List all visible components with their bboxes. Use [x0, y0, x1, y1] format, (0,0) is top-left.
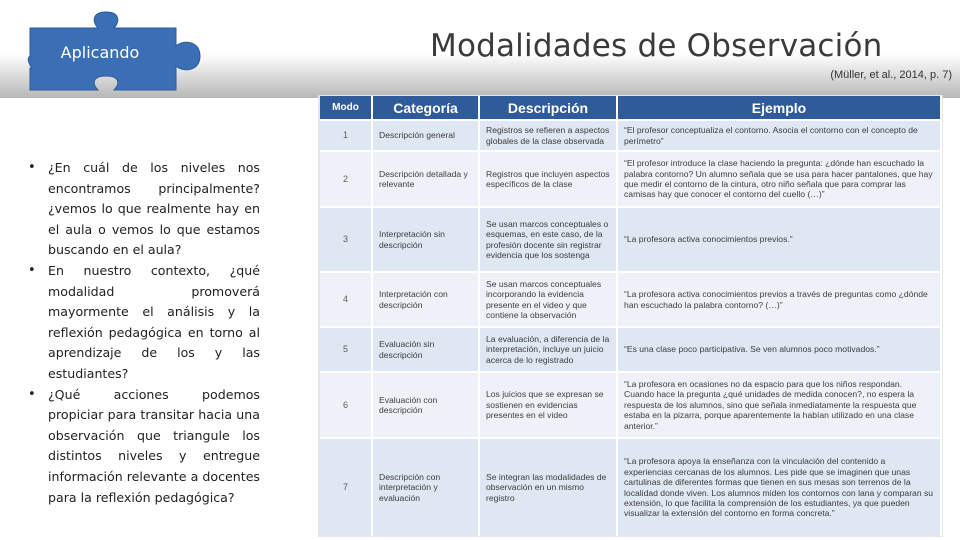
cell-category: Interpretación con descripción — [372, 272, 479, 327]
cell-example: “La profesora en ocasiones no da espacio para que los niños respondan. Cuando hace la pregunta ¿qué unidades de medida conocen?, no espera la respuesta de los alumnos, sino que señala inmediatamente la respuesta que estaba en la pizarra, porque aparentemente la habían utilizado en una clase anterior.” — [617, 372, 941, 438]
table-header-row — [320, 96, 941, 120]
cell-example: “La profesora activa conocimientos previos a través de preguntas como ¿dónde han escuchado la palabra contorno? (…)” — [617, 272, 941, 327]
table-row — [320, 207, 941, 272]
question-list — [28, 158, 260, 508]
table-row — [320, 372, 941, 438]
cell-description: Se usan marcos conceptuales incorporando la evidencia presente en el video y que contiene la observación — [479, 272, 617, 327]
page-title: Modalidades de Observación — [430, 28, 883, 64]
cell-example: “El profesor conceptualiza el contorno. Asocia el contorno con el concepto de perímetro” — [617, 120, 941, 151]
cell-category: Evaluación con descripción — [372, 372, 479, 438]
cell-mode: 7 — [320, 438, 372, 536]
cell-category: Descripción general — [372, 120, 479, 151]
cell-mode: 3 — [320, 207, 372, 272]
list-item: • En nuestro contexto, ¿qué modalidad promoverá mayormente el análisis y la reflexión pedagógica en torno al aprendizaje de los y las estudiantes? — [28, 261, 260, 385]
cell-example: “La profesora apoya la enseñanza con la vinculación del contenido a experiencias cercanas de los alumnos. Les pide que se imaginen que unas cartulinas de diferentes formas que tienen en sus mesas son terrenos de la localidad donde viven. Los alumnos miden los contornos con lana y comparan su extensión, lo que facilita la comprensión de los estudiantes, ya que pueden visualizar la extensión del contorno en forma concreta.” — [617, 438, 941, 536]
cell-mode: 6 — [320, 372, 372, 438]
table-row — [320, 120, 941, 151]
list-item: • ¿Qué acciones podemos propiciar para transitar hacia una observación que triangule los distintos niveles y entregue información relevante a docentes para la reflexión pedagógica? — [28, 385, 260, 509]
list-item: • ¿En cuál de los niveles nos encontramos principalmente? ¿vemos lo que realmente hay en el aula o vemos lo que estamos buscando en el aula? — [28, 158, 260, 261]
table-row — [320, 151, 941, 207]
cell-description: Registros se refieren a aspectos globales de la clase observada — [479, 120, 617, 151]
cell-description: Se usan marcos conceptuales o esquemas, en este caso, de la profesión docente sin registrar evidencia que los sostenga — [479, 207, 617, 272]
cell-description: Se integran las modalidades de observación en un mismo registro — [479, 438, 617, 536]
cell-example: “El profesor introduce la clase haciendo la pregunta: ¿dónde han escuchado la palabra contorno? Un alumno señala que se usa para hacer pantalones, que hay que medir el contorno de la cintura, otro niño señala que para comprar las camisas hay que conocer el contorno del cuello (…)” — [617, 151, 941, 207]
cell-category: Descripción con interpretación y evaluación — [372, 438, 479, 536]
cell-category: Evaluación sin descripción — [372, 327, 479, 372]
table-row — [320, 272, 941, 327]
cell-mode: 4 — [320, 272, 372, 327]
cell-description: Registros que incluyen aspectos específicos de la clase — [479, 151, 617, 207]
cell-example: “Es una clase poco participativa. Se ven alumnos poco motivados.” — [617, 327, 941, 372]
header-mode: Modo — [320, 96, 372, 120]
cell-mode: 1 — [320, 120, 372, 151]
cell-mode: 2 — [320, 151, 372, 207]
header-category: Categoría — [372, 96, 479, 120]
cell-category: Interpretación sin descripción — [372, 207, 479, 272]
cell-example: “La profesora activa conocimientos previos.” — [617, 207, 941, 272]
citation: (Müller, et al., 2014, p. 7) — [830, 69, 952, 81]
table-row — [320, 327, 941, 372]
header-example: Ejemplo — [617, 96, 941, 120]
header-description: Descripción — [479, 96, 617, 120]
observation-modes-table — [320, 96, 942, 536]
section-badge: Aplicando — [60, 43, 140, 62]
table-row — [320, 438, 941, 536]
cell-category: Descripción detallada y relevante — [372, 151, 479, 207]
cell-description: La evaluación, a diferencia de la interpretación, incluye un juicio acerca de lo registrado — [479, 327, 617, 372]
cell-mode: 5 — [320, 327, 372, 372]
cell-description: Los juicios que se expresan se sostienen en evidencias presentes en el video — [479, 372, 617, 438]
